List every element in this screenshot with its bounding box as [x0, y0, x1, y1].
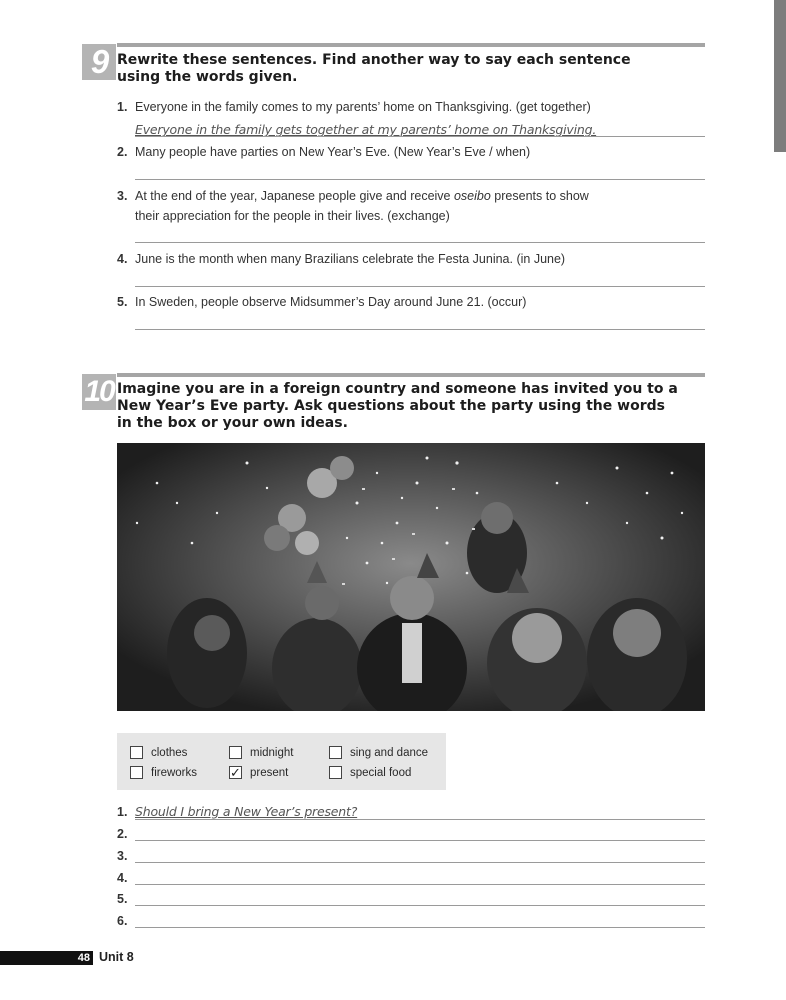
item-4-number: 4.: [117, 252, 128, 266]
answer-5-number: 5.: [117, 892, 128, 906]
answer-1-number: 1.: [117, 805, 128, 819]
exercise-10-title-line1: Imagine you are in a foreign country and someone has invited you to a: [117, 381, 678, 397]
item-2-number: 2.: [117, 145, 128, 159]
item-3-prompt-a: At the end of the year, Japanese people give and receive: [135, 189, 454, 203]
word-option-fireworks[interactable]: [130, 766, 197, 779]
item-1-prompt: Everyone in the family comes to my parents’ home on Thanksgiving. (get together): [135, 100, 591, 114]
exercise-10-rule: [117, 373, 705, 377]
clothes-checkbox[interactable]: [130, 746, 143, 759]
exercise-9-title: [117, 52, 677, 86]
item-4-prompt: June is the month when many Brazilians celebrate the Festa Junina. (in June): [135, 252, 566, 266]
answer-5-line[interactable]: [135, 905, 705, 906]
word-option-sing-and-dance[interactable]: [329, 746, 428, 759]
answer-1-text: Should I bring a New Year’s present?: [135, 804, 358, 819]
exercise-9-title-line1: Rewrite these sentences. Find another way to say each sentence: [117, 52, 631, 68]
answer-4-line[interactable]: [135, 884, 705, 885]
item-5-prompt: In Sweden, people observe Midsummer’s Day around June 21. (occur): [135, 295, 527, 309]
word-label: special food: [350, 766, 412, 779]
item-5-number: 5.: [117, 295, 128, 309]
answer-1-line[interactable]: [135, 819, 705, 820]
exercise-9-number: 9: [82, 44, 116, 80]
answer-4-number: 4.: [117, 871, 128, 885]
item-3-prompt-b: presents to show: [490, 189, 589, 203]
word-option-special-food[interactable]: [329, 766, 411, 779]
answer-6-line[interactable]: [135, 927, 705, 928]
item-2-answer-line[interactable]: [135, 179, 705, 180]
party-photo: [117, 443, 705, 711]
item-5-answer-line[interactable]: [135, 329, 705, 330]
word-box: [117, 733, 446, 790]
sing-and-dance-checkbox[interactable]: [329, 746, 342, 759]
answer-6-number: 6.: [117, 914, 128, 928]
item-2-prompt: Many people have parties on New Year’s Eve. (New Year’s Eve / when): [135, 145, 531, 159]
party-photo-illustration: [117, 443, 705, 711]
fireworks-checkbox[interactable]: [130, 766, 143, 779]
item-3-prompt-line2: their appreciation for the people in their lives. (exchange): [135, 209, 450, 223]
present-checkbox-checked[interactable]: ✓: [230, 765, 241, 780]
word-label: fireworks: [151, 766, 198, 779]
item-3-answer-line[interactable]: [135, 242, 705, 243]
word-option-present[interactable]: [229, 766, 288, 779]
unit-label: Unit 8: [99, 950, 134, 964]
item-1-answer-line[interactable]: [135, 136, 705, 137]
item-1-number: 1.: [117, 100, 128, 114]
item-3-prompt: [135, 186, 655, 226]
special-food-checkbox[interactable]: [329, 766, 342, 779]
answer-3-number: 3.: [117, 849, 128, 863]
word-label: clothes: [151, 746, 188, 759]
exercise-10-title-line2: New Year’s Eve party. Ask questions about the party using the words: [117, 398, 665, 414]
word-option-midnight[interactable]: [229, 746, 293, 759]
item-3-prompt-em: oseibo: [453, 189, 491, 203]
item-3-number: 3.: [117, 189, 128, 203]
answer-2-line[interactable]: [135, 840, 705, 841]
word-label: midnight: [250, 746, 294, 759]
word-option-clothes[interactable]: [130, 746, 187, 759]
answer-3-line[interactable]: [135, 862, 705, 863]
answer-2-number: 2.: [117, 827, 128, 841]
item-1-answer: Everyone in the family gets together at my parents’ home on Thanksgiving.: [135, 122, 597, 137]
exercise-9-title-line2: using the words given.: [117, 69, 298, 85]
exercise-10-number: 10: [82, 374, 116, 410]
exercise-10-title-line3: in the box or your own ideas.: [117, 415, 348, 431]
page-number: 48: [77, 952, 90, 964]
exercise-9-rule: [117, 43, 705, 47]
word-label: sing and dance: [350, 746, 429, 759]
exercise-10-title: [117, 381, 697, 432]
midnight-checkbox[interactable]: [229, 746, 242, 759]
item-4-answer-line[interactable]: [135, 286, 705, 287]
page-edge-tab: [774, 0, 786, 152]
word-label: present: [250, 766, 289, 779]
